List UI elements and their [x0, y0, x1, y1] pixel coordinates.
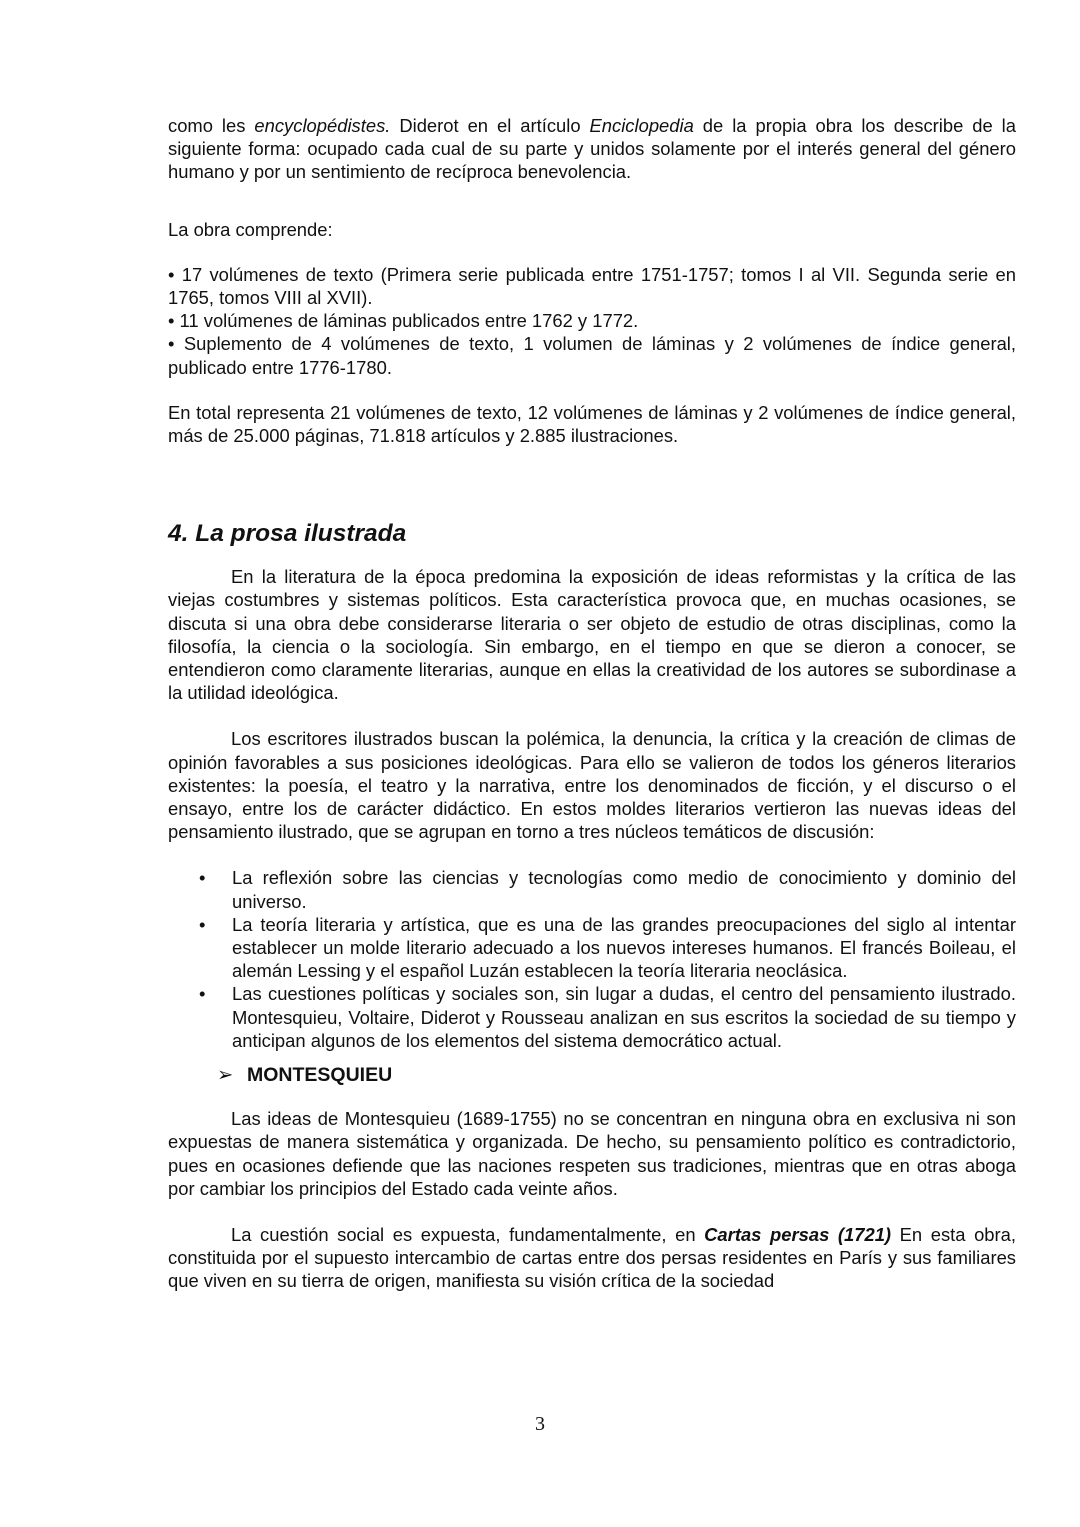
document-page [168, 114, 1016, 1293]
bullet-icon: • [199, 913, 206, 935]
volume-item: • 11 volúmenes de láminas publicados entre 1762 y 1772. [168, 310, 639, 332]
themes-list [168, 866, 1016, 1052]
montesquieu-paragraph-2: La cuestión social es expuesta, fundamentalmente, en Cartas persas (1721) En esta obra, constituida por el supuesto intercambio de cartas entre dos persas residentes en París y sus familiares que viven en su tierra de origen, manifiesta su visión crítica de la sociedad [168, 1223, 1016, 1292]
volume-item: • Suplemento de 4 volúmenes de texto, 1 volumen de láminas y 2 volúmenes de índice general, publicado entre 1776-1780. [168, 333, 1016, 378]
list-item: • La teoría literaria y artística, que es una de las grandes preocupaciones del siglo al intentar establecer un molde literario adecuado a los nuevos intereses humanos. El francés Boileau, el alemán Lessing y el español Luzán establecen la teoría literaria neoclásica. [199, 913, 1016, 982]
comprende-line: La obra comprende: [168, 218, 333, 240]
montesquieu-title: MONTESQUIEU [247, 1064, 393, 1087]
cartas-persas-title: Cartas persas (1721) [704, 1223, 892, 1245]
montesquieu-paragraph-1: Las ideas de Montesquieu (1689-1755) no se concentran en ninguna obra en exclusiva ni son expuestas de manera sistemática y organizada. De hecho, su pensamiento político es contradictorio, pues en ocasiones defiende que las naciones respeten sus tradiciones, mientras que en otras aboga por cambiar los principios del Estado cada veinte años. [168, 1108, 1016, 1199]
volumes-list [168, 263, 1016, 379]
prosa-paragraph-2: Los escritores ilustrados buscan la polémica, la denuncia, la crítica y la creación de climas de opinión favorables a sus posiciones ideológicas. Para ello se valieron de todos los géneros literarios existentes: la poesía, el teatro y la narrativa, entre los denominados de ficción, y el discurso o el ensayo, entre los de carácter didáctico. En estos moldes literarios vertieron las nuevas ideas del pensamiento ilustrado, que se agrupan en torno a tres núcleos temáticos de discusión: [168, 728, 1016, 843]
page-number: 3 [535, 1413, 545, 1435]
total-paragraph: En total representa 21 volúmenes de texto, 12 volúmenes de láminas y 2 volúmenes de índice general, más de 25.000 páginas, 71.818 artículos y 2.885 ilustraciones. [168, 401, 1016, 447]
encyclopedistes-term: encyclopédistes. [254, 115, 391, 136]
bullet-icon: • [199, 867, 206, 889]
prosa-paragraph-1: En la literatura de la época predomina la exposición de ideas reformistas y la crítica de las viejas costumbres y sistemas políticos. Esta característica provoca que, en muchas ocasiones, se discuta si una obra debe considerarse literaria o ser objeto de estudio de otras disciplinas, como la filosofía, la ciencia o la sociología. Sin embargo, en el tiempo en que se dieron a conocer, se entendieron como claramente literarias, aunque en ellas la creatividad de los autores se subordinase a la utilidad ideológica. [168, 566, 1016, 704]
montesquieu-heading [168, 1062, 1016, 1088]
section-title: 4. La prosa ilustrada [168, 520, 407, 548]
arrow-icon: ➢ [217, 1064, 234, 1087]
volume-item: • 17 volúmenes de texto (Primera serie publicada entre 1751-1757; tomos I al VII. Segunda serie en 1765, tomos VIII al XVII). [168, 263, 1016, 309]
list-item: • La reflexión sobre las ciencias y tecnologías como medio de conocimiento y dominio del universo. [199, 867, 1016, 912]
encyclopedistes-paragraph: como les encyclopédistes. Diderot en el artículo Enciclopedia de la propia obra los describe de la siguiente forma: ocupado cada cual de su parte y unidos solamente por el interés general del género humano y por un sentimiento de recíproca benevolencia. [168, 115, 1016, 183]
list-item: • Las cuestiones políticas y sociales son, sin lugar a dudas, el centro del pensamiento ilustrado. Montesquieu, Voltaire, Diderot y Rousseau analizan en sus escritos la sociedad de su tiempo y anticipan algunos de los elementos del sistema democrático actual. [199, 983, 1016, 1051]
bullet-icon: • [199, 983, 206, 1005]
enciclopedia-term: Enciclopedia [589, 115, 694, 136]
